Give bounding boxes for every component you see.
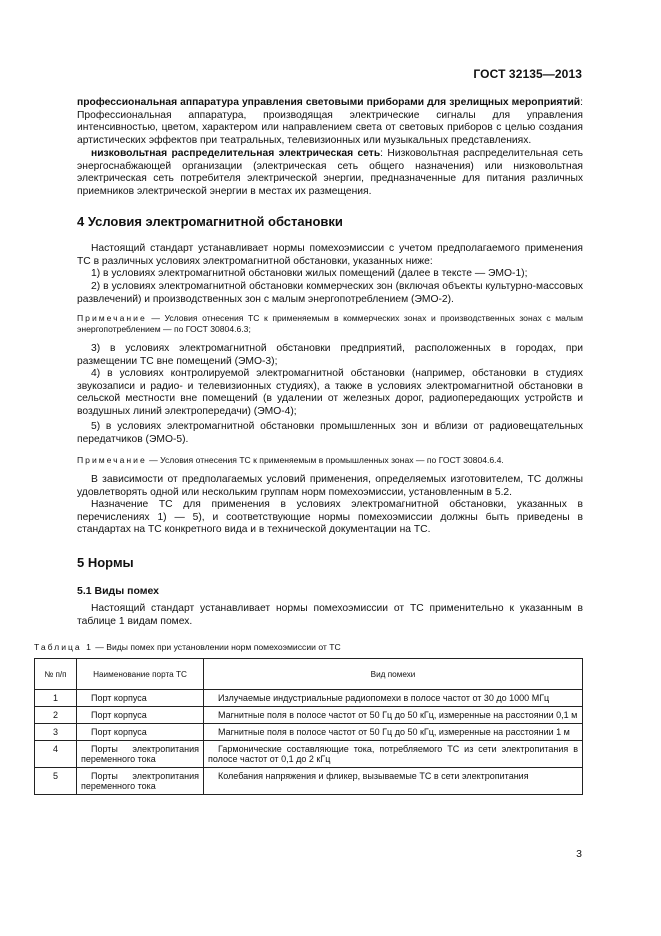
table-row <box>35 690 583 707</box>
document-id: ГОСТ 32135—2013 <box>473 67 582 81</box>
interference-kind <box>204 741 583 768</box>
list-item-5: 5) в условиях электромагнитной обстановки промышленных зон и вблизи от радиовещательных передатчиков (ЭМО-5). <box>77 421 583 445</box>
port-name <box>77 724 204 741</box>
row-number: 5 <box>35 768 77 795</box>
port-name <box>77 690 204 707</box>
row-number: 2 <box>35 707 77 724</box>
term: низковольтная распределительная электрическая сеть <box>91 148 381 159</box>
interference-kind-text: Магнитные поля в полосе частот от 50 Гц до 50 кГц, измеренные на расстоянии 1 м <box>218 727 570 737</box>
interference-kind-text: Гармонические составляющие тока, потребляемого ТС из сети электропитания в полосе частот от 0,1 до 2 кГц <box>208 744 578 764</box>
list-item-4: 4) в условиях контролируемой электромагнитной обстановки (например, обстановки в студиях звукозаписи и радио- и телевизионных студиях), а также в условиях электромагнитной обстановки в сельской местности вне помещений (в удалении от железных дорог, радиопередающих устройств и воздушных линий электропередачи) (ЭМО-4); <box>77 368 583 417</box>
list-item-2: 2) в условиях электромагнитной обстановки коммерческих зон (включая объекты культурно-массовых развлечений) и производственных зон с малым энергопотреблением (ЭМО-2). <box>77 281 583 305</box>
port-name <box>77 768 204 795</box>
port-name-text: Порт корпуса <box>91 693 147 703</box>
row-number: 3 <box>35 724 77 741</box>
column-header-interference: Вид помехи <box>204 659 583 690</box>
paragraph-requirements: В зависимости от предполагаемых условий применения, определяемых изготовителем, ТС должны удовлетворять одной или нескольким группам норм помехоэмиссии, установленным в 5.2. <box>77 474 583 498</box>
table-row <box>35 724 583 741</box>
port-name-text: Порт корпуса <box>91 727 147 737</box>
row-number: 4 <box>35 741 77 768</box>
note-text: — Условия отнесения ТС к применяемым в коммерческих зонах и производственных зонах с малым энергопотреблением — по ГОСТ 30804.6.3; <box>77 313 583 334</box>
page-number: 3 <box>576 848 582 860</box>
port-name <box>77 707 204 724</box>
interference-types-table <box>34 658 583 795</box>
interference-kind <box>204 768 583 795</box>
note-label: Примечание <box>77 313 147 323</box>
table-row <box>35 768 583 795</box>
note-label: Примечание <box>77 455 147 465</box>
section-5-title: 5 Нормы <box>77 555 134 570</box>
definition-low-voltage-network <box>77 148 583 198</box>
row-number: 1 <box>35 690 77 707</box>
port-name <box>77 741 204 768</box>
table-caption-text: — Виды помех при установлении норм помехоэмиссии от ТС <box>92 642 341 652</box>
table-row <box>35 707 583 724</box>
port-name-text: Порты электропитания переменного тока <box>81 771 199 791</box>
subsection-5-1-title: 5.1 Виды помех <box>77 585 160 597</box>
interference-kind-text: Магнитные поля в полосе частот от 50 Гц до 50 кГц, измеренные на расстоянии 0,1 м <box>218 710 578 720</box>
column-header-port: Наименование порта ТС <box>77 659 204 690</box>
term: профессиональная аппаратура управления световыми приборами для зрелищных мероприятий <box>77 97 581 108</box>
section-4-intro: Настоящий стандарт устанавливает нормы помехоэмиссии с учетом предполагаемого применения ТС в различных условиях электромагнитной обстановки, указанных ниже: <box>77 243 583 267</box>
list-item-3: 3) в условиях электромагнитной обстановки предприятий, расположенных в городах, при размещении ТС вне помещений (ЭМО-3); <box>77 343 583 367</box>
interference-kind <box>204 724 583 741</box>
paragraph-assignment: Назначение ТС для применения в условиях электромагнитной обстановки, указанных в перечислениях 1) — 5), и соответствующие нормы помехоэмиссии должны быть приведены в стандартах на ТС конкретного вида и в технической документации на ТС. <box>77 499 583 535</box>
definition-text: : Профессиональная аппаратура, производящая электрические сигналы для управления интенсивностью, цветом, характером или направлением света от световых приборов с целью создания артистических эффектов при театральных, телевизионных или музыкальных представлениях. <box>77 97 583 146</box>
interference-kind <box>204 707 583 724</box>
note-text: — Условия отнесения ТС к применяемым в промышленных зонах — по ГОСТ 30804.6.4. <box>146 455 504 465</box>
definition-lighting-control <box>77 97 583 147</box>
list-item-1: 1) в условиях электромагнитной обстановки жилых помещений (далее в тексте — ЭМО-1); <box>91 268 528 279</box>
port-name-text: Порты электропитания переменного тока <box>81 744 199 764</box>
table-header-row <box>35 659 583 690</box>
definition-text: : Низковольтная распределительная сеть энергоснабжающей организации (электрическая сеть общего назначения) или низковольтная электрическая сеть потребителя электрической энергии, предназначенные для питания различных приемников электрической энергии в местах их размещения. <box>77 148 583 197</box>
interference-kind-text: Излучаемые индустриальные радиопомехи в полосе частот от 30 до 1000 МГц <box>218 693 550 703</box>
section-5-intro: Настоящий стандарт устанавливает нормы помехоэмиссии от ТС применительно к указанным в таблице 1 видам помех. <box>77 603 583 627</box>
table-row <box>35 741 583 768</box>
interference-kind <box>204 690 583 707</box>
section-4-title: 4 Условия электромагнитной обстановки <box>77 214 343 229</box>
table-caption-label: Таблица 1 <box>34 642 93 652</box>
table-caption <box>34 642 341 652</box>
note-1 <box>77 313 583 335</box>
port-name-text: Порт корпуса <box>91 710 147 720</box>
note-2 <box>77 455 583 466</box>
interference-kind-text: Колебания напряжения и фликер, вызываемые ТС в сети электропитания <box>218 771 529 781</box>
column-header-number: № п/п <box>35 659 77 690</box>
